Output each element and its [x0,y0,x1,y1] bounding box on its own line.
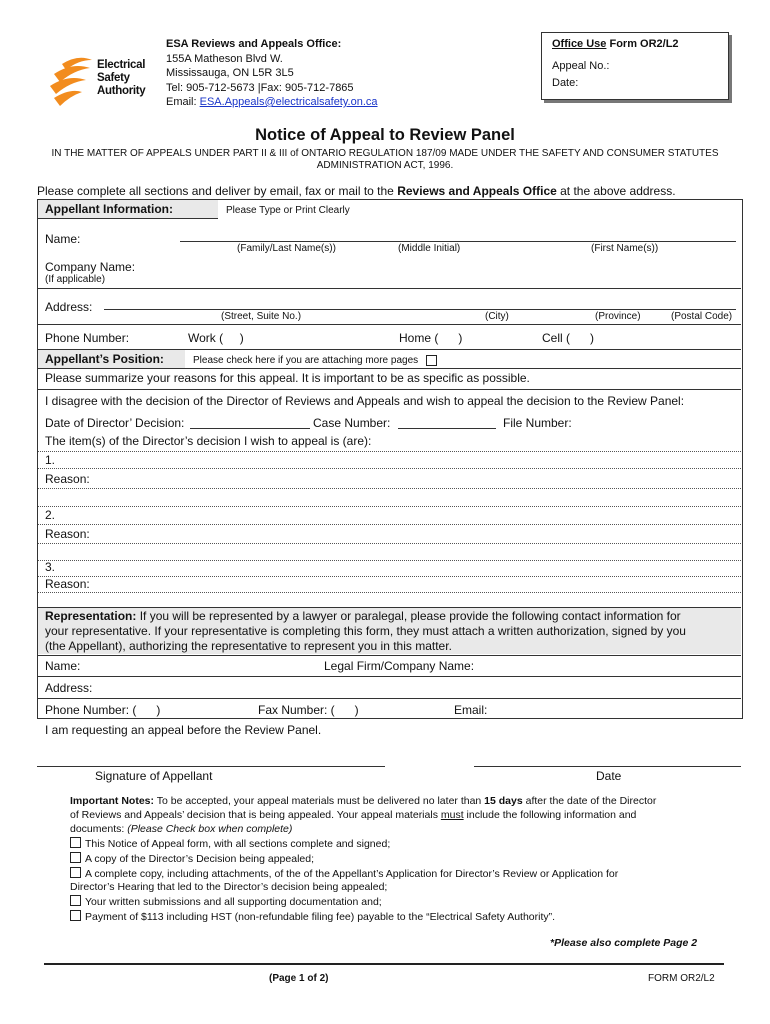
notes-item-1: This Notice of Appeal form, with all sections complete and signed; [70,837,730,852]
attach-pages-checkbox[interactable] [426,355,437,366]
position-divider [38,368,741,369]
address-label: Address: [45,300,93,314]
notes-item-4-checkbox[interactable] [70,895,81,906]
rep-email-label: Email: [454,703,488,717]
if-applicable-caption: (If applicable) [45,274,106,285]
subtitle-line-2: ADMINISTRATION ACT, 1996. [316,160,454,171]
company-divider [38,288,741,289]
rep-name-divider [38,676,741,677]
rep-fax-label: Fax Number: ( ) [258,703,359,717]
item-3-line[interactable] [38,576,741,577]
signature-label: Signature of Appellant [95,769,213,783]
page-2-note: *Please also complete Page 2 [550,937,698,949]
type-note: Please Type or Print Clearly [226,205,350,216]
appeal-no-label: Appeal No.: [552,60,610,72]
work-phone-label: Work ( ) [188,331,244,345]
item-1-label: 1. [45,453,56,467]
logo-text-2: Safety [97,72,130,84]
company-name-label: Company Name: [45,260,136,274]
reason-3-label: Reason: [45,577,90,591]
address-divider [38,324,741,325]
notes-item-3-checkbox[interactable] [70,867,81,878]
province-caption: (Province) [595,311,641,322]
esa-logo-mark-icon [48,52,96,107]
middle-initial-caption: (Middle Initial) [398,243,461,254]
reason-1-line-a[interactable] [38,488,741,489]
office-email-line [166,95,378,110]
notes-item-2-checkbox[interactable] [70,852,81,863]
rep-address-label: Address: [45,681,93,695]
notes-item-5-checkbox[interactable] [70,910,81,921]
file-number-label: File Number: [503,416,572,430]
decision-date-field[interactable] [190,428,310,429]
address-field-line[interactable] [104,309,736,310]
summary-divider [38,389,741,390]
representation-heading: Representation: [45,609,137,623]
postal-caption: (Postal Code) [671,311,733,322]
reason-1-line-b[interactable] [38,506,741,507]
rep-name-label: Name: [45,659,81,673]
footer-bar [44,963,724,965]
email-label: Email: [166,96,200,108]
position-heading: Appellant’s Position: [45,352,164,366]
notes-item-4: Your written submissions and all supporting documentation and; [70,895,730,910]
office-email-link[interactable]: ESA.Appeals@electricalsafety.on.ca [199,96,378,108]
city-caption: (City) [485,311,509,322]
office-address-1: 155A Matheson Blvd W. [166,52,283,65]
representation-text: Representation: If you will be represented by a lawyer or paralegal, please provide the following contact information for your representative. If your representative is completing this form, they must attach a written authorization, signed by you (the Appellant), authorizing the representative to represent you in this matter. [45,609,686,653]
logo-text-3: Authority [97,85,146,97]
first-name-caption: (First Name(s)) [591,243,659,254]
item-2-line[interactable] [38,524,741,525]
reason-2-line-b[interactable] [38,560,741,561]
name-field-line[interactable] [180,241,736,242]
items-divider [38,451,741,452]
summary-instruction: Please summarize your reasons for this appeal. It is important to be as specific as possible. [45,371,530,385]
important-notes: Important Notes: To be accepted, your appeal materials must be delivered no later than 15 days after the date of the Director of Reviews and Appeals’ decision that is being appealed. Your appeal materials must include the following information and documents: (Please Check box when complete) This Notice of Appeal form, with all sections complete and signed; A copy of the Director’s Decision being appealed; A complete copy, including attachments, of the of the Appellant’s Application for Director’s Review or Application for Director’s Hearing that led to the Director’s decision being appealed; Your written submissions and all supporting documentation and; Payment of $113 including HST (non-refundable filing fee) payable to the “Electrical Safety Authority”. [70,795,730,925]
items-label: The item(s) of the Director’s decision I wish to appeal is (are): [45,434,372,448]
notes-item-5: Payment of $113 including HST (non-refundable filing fee) payable to the “Electrical Safety Authority”. [70,910,730,925]
cell-phone-label: Cell ( ) [542,331,595,345]
case-number-label: Case Number: [313,416,391,430]
rep-firm-label: Legal Firm/Company Name: [324,659,475,673]
notes-item-3: A complete copy, including attachments, of the of the Appellant’s Application for Director’s Review or Application for [70,867,730,882]
item-1-line[interactable] [38,468,741,469]
notes-heading: Important Notes: [70,795,154,807]
item-3-label: 3. [45,560,56,574]
office-date-label: Date: [552,77,579,89]
esa-logo [48,52,154,107]
instruction-line: Please complete all sections and deliver by email, fax or mail to the Reviews and Appeals Office at the above address. [37,184,676,198]
logo-text-1: Electrical [97,59,146,71]
notes-item-1-checkbox[interactable] [70,837,81,848]
rep-phone-label: Phone Number: ( ) [45,703,161,717]
office-address-2: Mississauga, ON L5R 3L5 [166,67,294,79]
reason-2-line-a[interactable] [38,543,741,544]
date-label: Date [596,769,622,783]
representation-divider [38,655,741,656]
appellant-heading: Appellant Information: [45,202,173,216]
case-number-field[interactable] [398,428,496,429]
item-2-label: 2. [45,508,56,522]
phone-label: Phone Number: [45,331,130,345]
page-title: Notice of Appeal to Review Panel [255,126,515,144]
street-caption: (Street, Suite No.) [221,311,302,322]
office-address-block [166,37,378,110]
rep-address-divider [38,698,741,699]
signature-line[interactable] [37,766,385,767]
decision-date-label: Date of Director’ Decision: [45,416,185,430]
office-use-box [541,32,729,100]
request-statement: I am requesting an appeal before the Review Panel. [45,723,322,737]
reason-2-label: Reason: [45,527,90,541]
notes-item-2: A copy of the Director’s Decision being appealed; [70,852,730,867]
subtitle-line-1: IN THE MATTER OF APPEALS UNDER PART II & III of ONTARIO REGULATION 187/09 MADE UNDER THE SAFETY AND CONSUMER STATUTES [51,148,719,159]
form-code: Form OR2/L2 [606,38,679,50]
family-name-caption: (Family/Last Name(s)) [237,243,336,254]
reason-3-line-a[interactable] [38,592,741,593]
office-use-label: Office Use [552,38,607,50]
date-line[interactable] [474,766,741,767]
attach-pages-note: Please check here if you are attaching more pages [193,355,419,366]
footer-form-code: FORM OR2/L2 [648,973,715,984]
office-title: ESA Reviews and Appeals Office: [166,38,342,50]
notes-item-3-cont: Director’s Hearing that led to the Director’s decision being appealed; [70,881,388,894]
office-use-title [552,38,679,50]
disagree-statement: I disagree with the decision of the Director of Reviews and Appeals and wish to appeal the decision to the Review Panel: [45,394,685,408]
home-phone-label: Home ( ) [399,331,463,345]
page-number: (Page 1 of 2) [269,973,329,984]
reason-1-label: Reason: [45,472,90,486]
name-label: Name: [45,232,81,246]
office-phone-fax: Tel: 905-712-5673 |Fax: 905-712-7865 [166,81,354,94]
